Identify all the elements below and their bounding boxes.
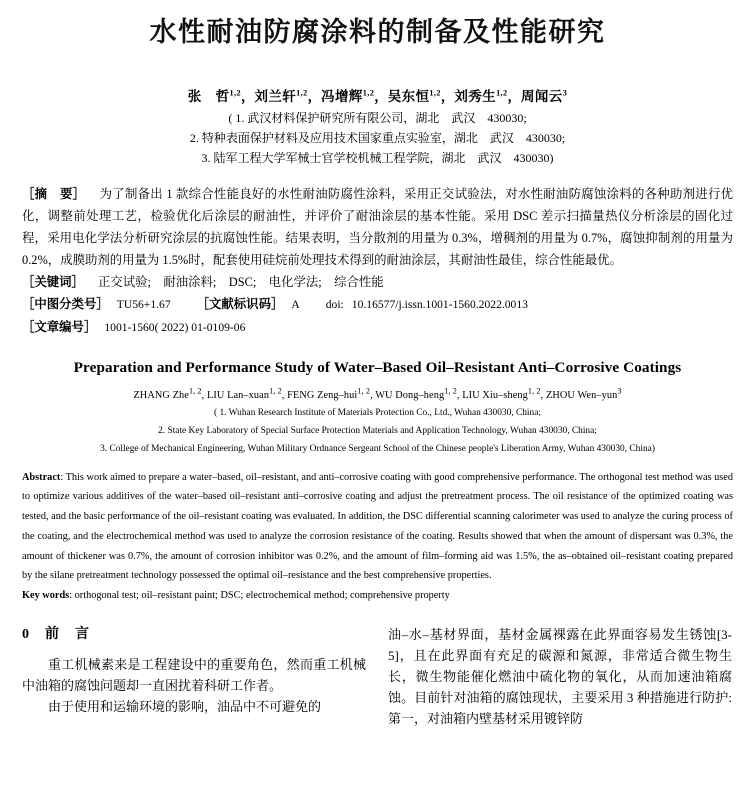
doi-value[interactable]: 10.16577/j.issn.1001-1560.2022.0013 — [351, 298, 528, 312]
author-entry — [462, 386, 541, 401]
body-paragraph: 由于使用和运输环境的影响，油品中不可避免的 — [48, 698, 322, 714]
body-paragraph: 重工机械素来是工程建设中的重要角色，然而重工机械中油箱的腐蚀问题却一直困扰着科研工作者。 — [22, 656, 366, 693]
author-entry — [206, 386, 282, 401]
keywords-label: ［关键词］ — [22, 275, 84, 290]
affiliation-line: 3. 陆军工程大学军械士官学校机械工程学院，湖北 武汉 430030) — [201, 151, 554, 166]
article-number-line — [22, 316, 733, 339]
author-entry — [133, 386, 202, 401]
chinese-keywords-paragraph — [22, 271, 733, 293]
author-name: ZHANG Zhe — [133, 389, 189, 401]
author-entry — [545, 386, 622, 401]
author-affiliation-marker: 1,2 — [429, 88, 441, 98]
abstract-label: Abstract — [22, 471, 61, 483]
keywords-label: Key words — [22, 590, 70, 602]
author-separator: ， — [307, 89, 322, 105]
clc-label: ［中图分类号］ — [22, 297, 109, 312]
document-code-value: A — [291, 298, 300, 312]
english-keywords-paragraph — [22, 586, 733, 606]
author-name: 吴东恒 — [387, 89, 430, 105]
author-entry — [287, 386, 371, 401]
body-column-left — [22, 624, 366, 729]
author-affiliation-marker: 1, 2 — [527, 386, 541, 396]
author-affiliation-marker: 1,2 — [496, 88, 508, 98]
chinese-abstract-block — [22, 183, 733, 339]
abstract-label: ［摘 要］ — [22, 186, 86, 201]
author-name: LIU Lan‒xuan — [206, 389, 270, 401]
document-code-label: ［文献标识码］ — [196, 297, 284, 312]
section-heading-introduction: 0 前 言 — [22, 626, 90, 642]
author-affiliation-marker: 1, 2 — [269, 386, 282, 396]
author-separator: ， — [374, 89, 388, 105]
chinese-abstract-paragraph — [22, 183, 733, 271]
author-name: FENG Zeng‒hui — [287, 389, 358, 401]
author-affiliation-marker: 1,2 — [229, 88, 241, 98]
author-name: ZHOU Wen‒yun — [545, 389, 618, 401]
author-entry — [454, 89, 507, 104]
author-affiliation-marker: 1,2 — [296, 88, 308, 98]
english-author-list: ZHANG Zhe$^{1, 2}$, LIU Lan‒xuan$^{1, 2}$, FENG Zeng‒hui$^{1, 2}$, WU Dong‒heng$^{1, 2}$, LIU Xiu‒sheng$^{1, 2}$, ZHOU Wen‒yun$^3$ — [133, 386, 622, 401]
abstract-text: : This work aimed to prepare a water‒based, oil‒resistant, and anti‒corrosive coating with good comprehensive performance. The orthogonal test method was used to optimize various additives of the water‒based oil‒resistant anti‒corrosive coating and adjust the pretreatment process. The oil resistance of the optimized coating was tested, and the basic performance of the oil‒resistant coating was evaluated. In addition, the DSC differential scanning calorimeter was used to analyze the curing process of the coating, and the electrochemical method was used to analyze the corrosion resistance of the coating. Results showed that when the amount of dispersant was 0.3%, the amount of thickener was 0.7%, the amount of corrosion inhibitor was 0.2%, and the amount of film‒forming aid was 1.5%, the as‒obtained oil‒resistant coating prepared by the silane pretreatment technology possessed the optimal oil‒resistance and the best comprehensive properties. — [22, 471, 733, 582]
author-name: 刘兰轩 — [254, 89, 297, 105]
doi-label: doi: — [325, 298, 344, 312]
author-separator: ， — [507, 89, 521, 105]
author-entry — [321, 89, 374, 104]
author-affiliation-marker: 3 — [617, 386, 622, 396]
chinese-title: 水性耐油防腐涂料的制备及性能研究 — [149, 17, 606, 47]
chinese-author-list — [22, 85, 733, 105]
author-affiliation-marker: 1, 2 — [357, 386, 371, 396]
author-entry — [254, 89, 307, 104]
author-affiliation-marker: 3 — [562, 88, 568, 98]
author-separator: ， — [240, 89, 255, 105]
abstract-text: 为了制备出 1 款综合性能良好的水性耐油防腐性涂料，采用正交试验法，对水性耐油防腐蚀涂料的各种助剂进行优化，调整前处理工艺，检验优化后涂层的耐油性，并评价了耐油涂层的基本性能。采用 DSC 差示扫描量热仪分析涂层的固化过程，采用电化学法分析研究涂层的抗腐蚀性能。结果表明，当分散剂的用量为 0.3%，增稠剂的用量为 0.7%，腐蚀抑制剂的用量为 0.2%，成膜助剂的用量为 1.5%时，配套使用硅烷前处理技术得到的耐油涂层，其耐油性最佳，综合性能最优。 — [22, 186, 734, 268]
author-entry — [521, 89, 567, 104]
affiliation-line: 2. State Key Laboratory of Special Surface Protection Materials and Application Technology, Wuhan 430030, China; — [158, 425, 597, 436]
author-entry — [388, 89, 441, 104]
author-affiliation-marker: 1, 2 — [188, 386, 202, 396]
author-name: 张 哲 — [187, 89, 230, 105]
author-name: 冯增辉 — [321, 89, 363, 105]
english-affiliation-list — [22, 404, 733, 459]
keywords-text: : orthogonal test; oil‒resistant paint; DSC; electrochemical method; comprehensive property — [69, 590, 450, 602]
chinese-affiliation-list — [22, 109, 733, 168]
body-columns — [22, 624, 733, 729]
author-entry — [188, 89, 241, 104]
body-column-right — [388, 624, 732, 729]
author-entry — [375, 386, 457, 401]
classification-line — [22, 293, 733, 316]
author-name: 周闻云 — [521, 89, 563, 105]
affiliation-line: ( 1. Wuhan Research Institute of Materials Protection Co., Ltd., Wuhan 430030, China; — [214, 407, 541, 418]
article-number-label: ［文章编号］ — [22, 320, 97, 335]
affiliation-line: 3. College of Mechanical Engineering, Wuhan Military Ordnance Sergeant School of the Chinese people's Liberation Army, Wuhan 430030, China) — [100, 444, 655, 455]
english-abstract-block — [22, 468, 733, 606]
author-separator: ， — [440, 89, 455, 105]
body-paragraph: 油‒水‒基材界面，基材金属裸露在此界面容易发生锈蚀[3-5]，且在此界面有充足的碳源和氮源，非常适合微生物生长，微生物能催化燃油中硫化物的氧化，从而加速油箱腐蚀。目前针对油箱的腐蚀现状，主要采用 3 种措施进行防护: 第一，对油箱内壁基材采用镀锌防 — [388, 626, 732, 727]
english-title: Preparation and Performance Study of Water‒Based Oil‒Resistant Anti‒Corrosive Coatings — [73, 358, 682, 376]
author-name: WU Dong‒heng — [375, 389, 445, 401]
keywords-text: 正交试验; 耐油涂料; DSC; 电化学法; 综合性能 — [97, 275, 384, 290]
author-affiliation-marker: 1,2 — [362, 88, 375, 98]
article-number-value: 1001-1560( 2022) 01-0109-06 — [104, 321, 246, 335]
paper-page — [0, 14, 755, 785]
clc-value: TU56+1.67 — [116, 298, 171, 312]
affiliation-line: 2. 特种表面保护材料及应用技术国家重点实验室，湖北 武汉 430030; — [189, 131, 566, 146]
english-abstract-paragraph — [22, 468, 733, 587]
author-name: 刘秀生 — [454, 89, 497, 105]
author-affiliation-marker: 1, 2 — [444, 386, 457, 396]
affiliation-line: ( 1. 武汉材料保护研究所有限公司，湖北 武汉 430030; — [228, 111, 527, 126]
author-name: LIU Xiu‒sheng — [462, 389, 528, 401]
